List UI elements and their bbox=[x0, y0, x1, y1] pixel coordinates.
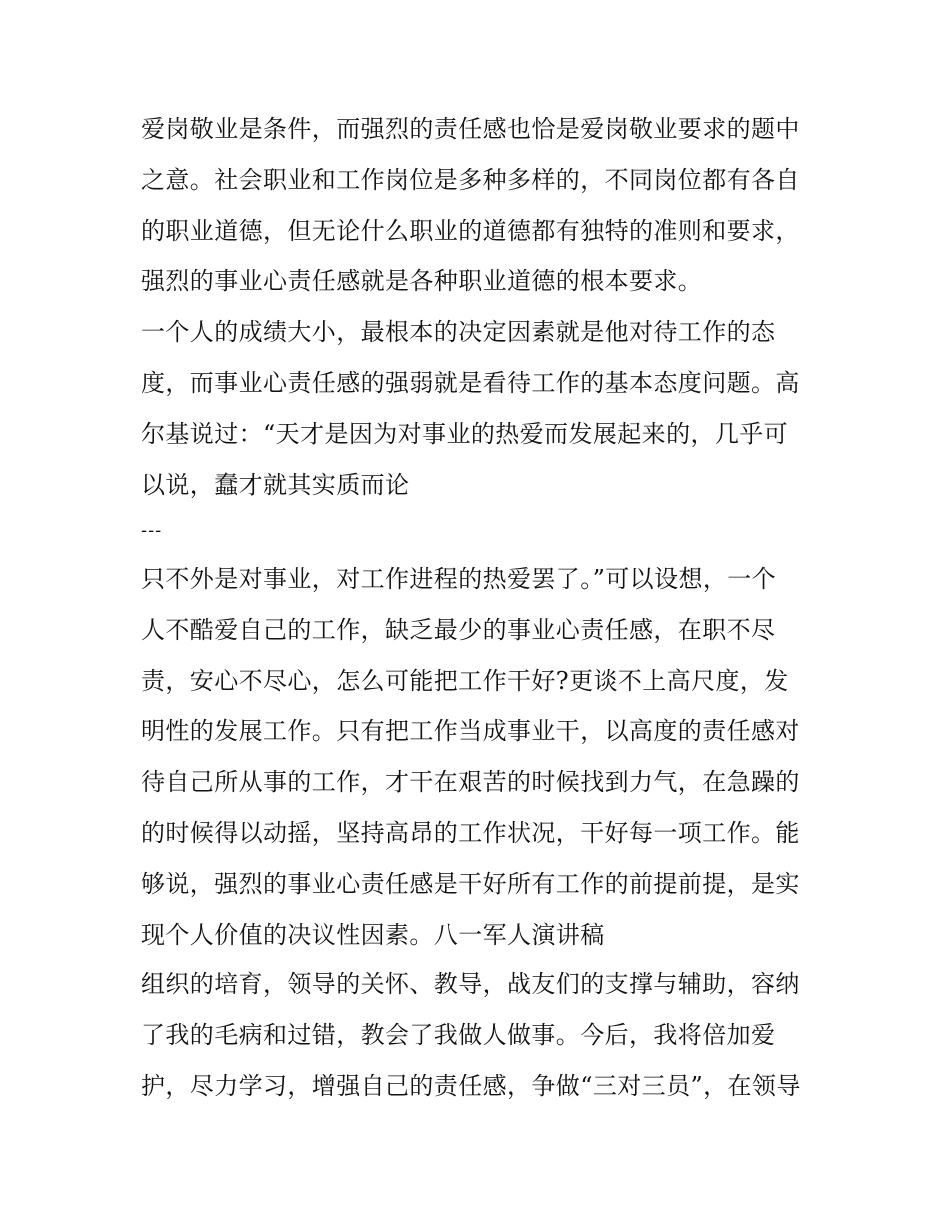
text-line: 尔基说过：“天才是因为对事业的热爱而发展起来的，几乎可 bbox=[141, 420, 789, 448]
text-line: 一个人的成绩大小，最根本的决定因素就是他对待工作的态 bbox=[141, 318, 776, 346]
text-line: 度，而事业心责任感的强弱就是看待工作的基本态度问题。高 bbox=[141, 369, 800, 397]
text-line: 护，尽力学习，增强自己的责任感，争做“三对三员”，在领导 bbox=[141, 1072, 801, 1100]
text-line: 只不外是对事业，对工作进程的热爱罢了。”可以设想，一个 bbox=[141, 565, 777, 593]
text-line: 爱岗敬业是条件，而强烈的责任感也恰是爱岗敬业要求的题中 bbox=[141, 115, 800, 143]
text-line: 现个人价值的决议性因素。八一军人演讲稿 bbox=[141, 921, 605, 949]
section-separator: --- bbox=[141, 520, 163, 541]
text-line: 组织的培育，领导的关怀、教导，战友们的支撑与辅助，容纳 bbox=[141, 970, 800, 998]
text-line: 的职业道德，但无论什么职业的道德都有独特的准则和要求， bbox=[141, 217, 800, 245]
text-line: 之意。社会职业和工作岗位是多种多样的，不同岗位都有各自 bbox=[141, 166, 800, 194]
text-line: 够说，强烈的事业心责任感是干好所有工作的前提前提，是实 bbox=[141, 870, 800, 898]
text-line: 责，安心不尽心，怎么可能把工作干好?更谈不上高尺度，发 bbox=[141, 667, 789, 695]
text-line: 强烈的事业心责任感就是各种职业道德的根本要求。 bbox=[141, 267, 703, 295]
text-line: 的时候得以动摇，坚持高昂的工作状况，干好每一项工作。能 bbox=[141, 819, 800, 847]
text-line: 了我的毛病和过错，教会了我做人做事。今后，我将倍加爱 bbox=[141, 1021, 776, 1049]
text-line: 明性的发展工作。只有把工作当成事业干，以高度的责任感对 bbox=[141, 717, 800, 745]
text-line: 待自己所从事的工作，才干在艰苦的时候找到力气，在急躁的 bbox=[141, 768, 800, 796]
text-line: 人不酷爱自己的工作，缺乏最少的事业心责任感，在职不尽 bbox=[141, 616, 776, 644]
text-line: 以说，蠢才就其实质而论 bbox=[141, 471, 410, 499]
